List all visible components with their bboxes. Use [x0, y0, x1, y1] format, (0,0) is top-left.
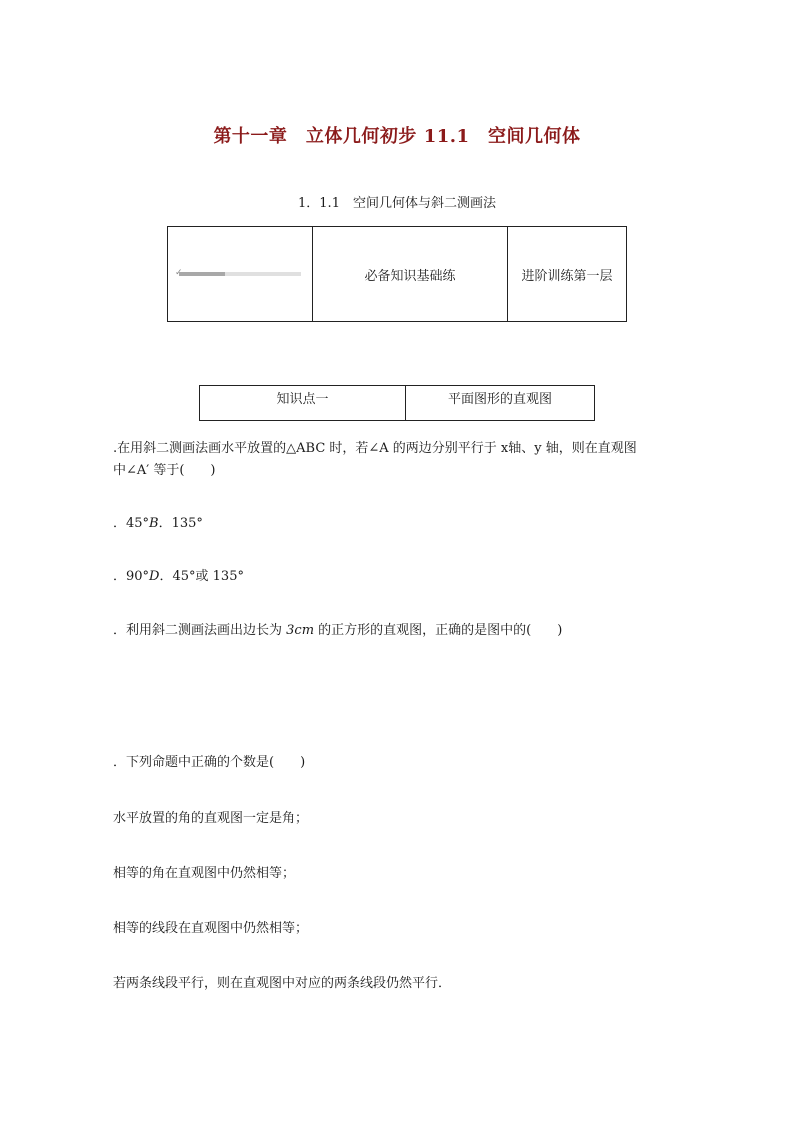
question-1-line1: .在用斜二测画法画水平放置的△ABC 时，若∠A 的两边分别平行于 x轴、y 轴，则在直观图: [113, 441, 637, 456]
statement-4: 若两条线段平行，则在直观图中对应的两条线段仍然平行．: [113, 976, 452, 991]
statement-1: 水平放置的角的直观图一定是角；: [113, 811, 309, 826]
option-c: ．90°: [113, 569, 150, 584]
question-2: [113, 620, 562, 642]
progress-fill: [179, 272, 225, 276]
question-1-options-ab: [113, 513, 203, 535]
section-title: 1．1.1 空间几何体与斜二测画法: [298, 196, 496, 211]
knowledge-table: [199, 385, 595, 421]
question-1-options-cd: [113, 566, 244, 588]
check-icon: ✓: [175, 268, 183, 278]
question-3: ．下列命题中正确的个数是( ): [113, 755, 306, 770]
level-table-col3: 进阶训练第一层: [508, 227, 627, 322]
knowledge-topic: 平面图形的直观图: [406, 386, 595, 421]
level-table-col2: 必备知识基础练: [313, 227, 508, 322]
progress-bar: [175, 268, 301, 278]
statement-2: 相等的角在直观图中仍然相等；: [113, 866, 296, 881]
question-1-line2: 中∠A′ 等于( ): [113, 463, 216, 478]
question-2-measure: 3cm: [286, 623, 315, 638]
question-2-suffix: 的正方形的直观图，正确的是图中的( ): [314, 623, 563, 638]
option-a: ．45°: [113, 516, 150, 531]
statement-3: 相等的线段在直观图中仍然相等；: [113, 921, 309, 936]
level-table: [167, 226, 627, 322]
knowledge-label: 知识点一: [200, 386, 406, 421]
option-d-letter: D: [149, 569, 160, 584]
question-2-prefix: ．利用斜二测画法画出边长为: [113, 623, 287, 638]
option-b-letter: B: [149, 516, 159, 531]
progress-cell: [168, 227, 313, 322]
option-b: ．135°: [158, 516, 203, 531]
option-d: ．45°或 135°: [159, 569, 244, 584]
chapter-title: 第十一章 立体几何初步 11.1 空间几何体: [213, 126, 581, 147]
question-1: [113, 438, 693, 482]
